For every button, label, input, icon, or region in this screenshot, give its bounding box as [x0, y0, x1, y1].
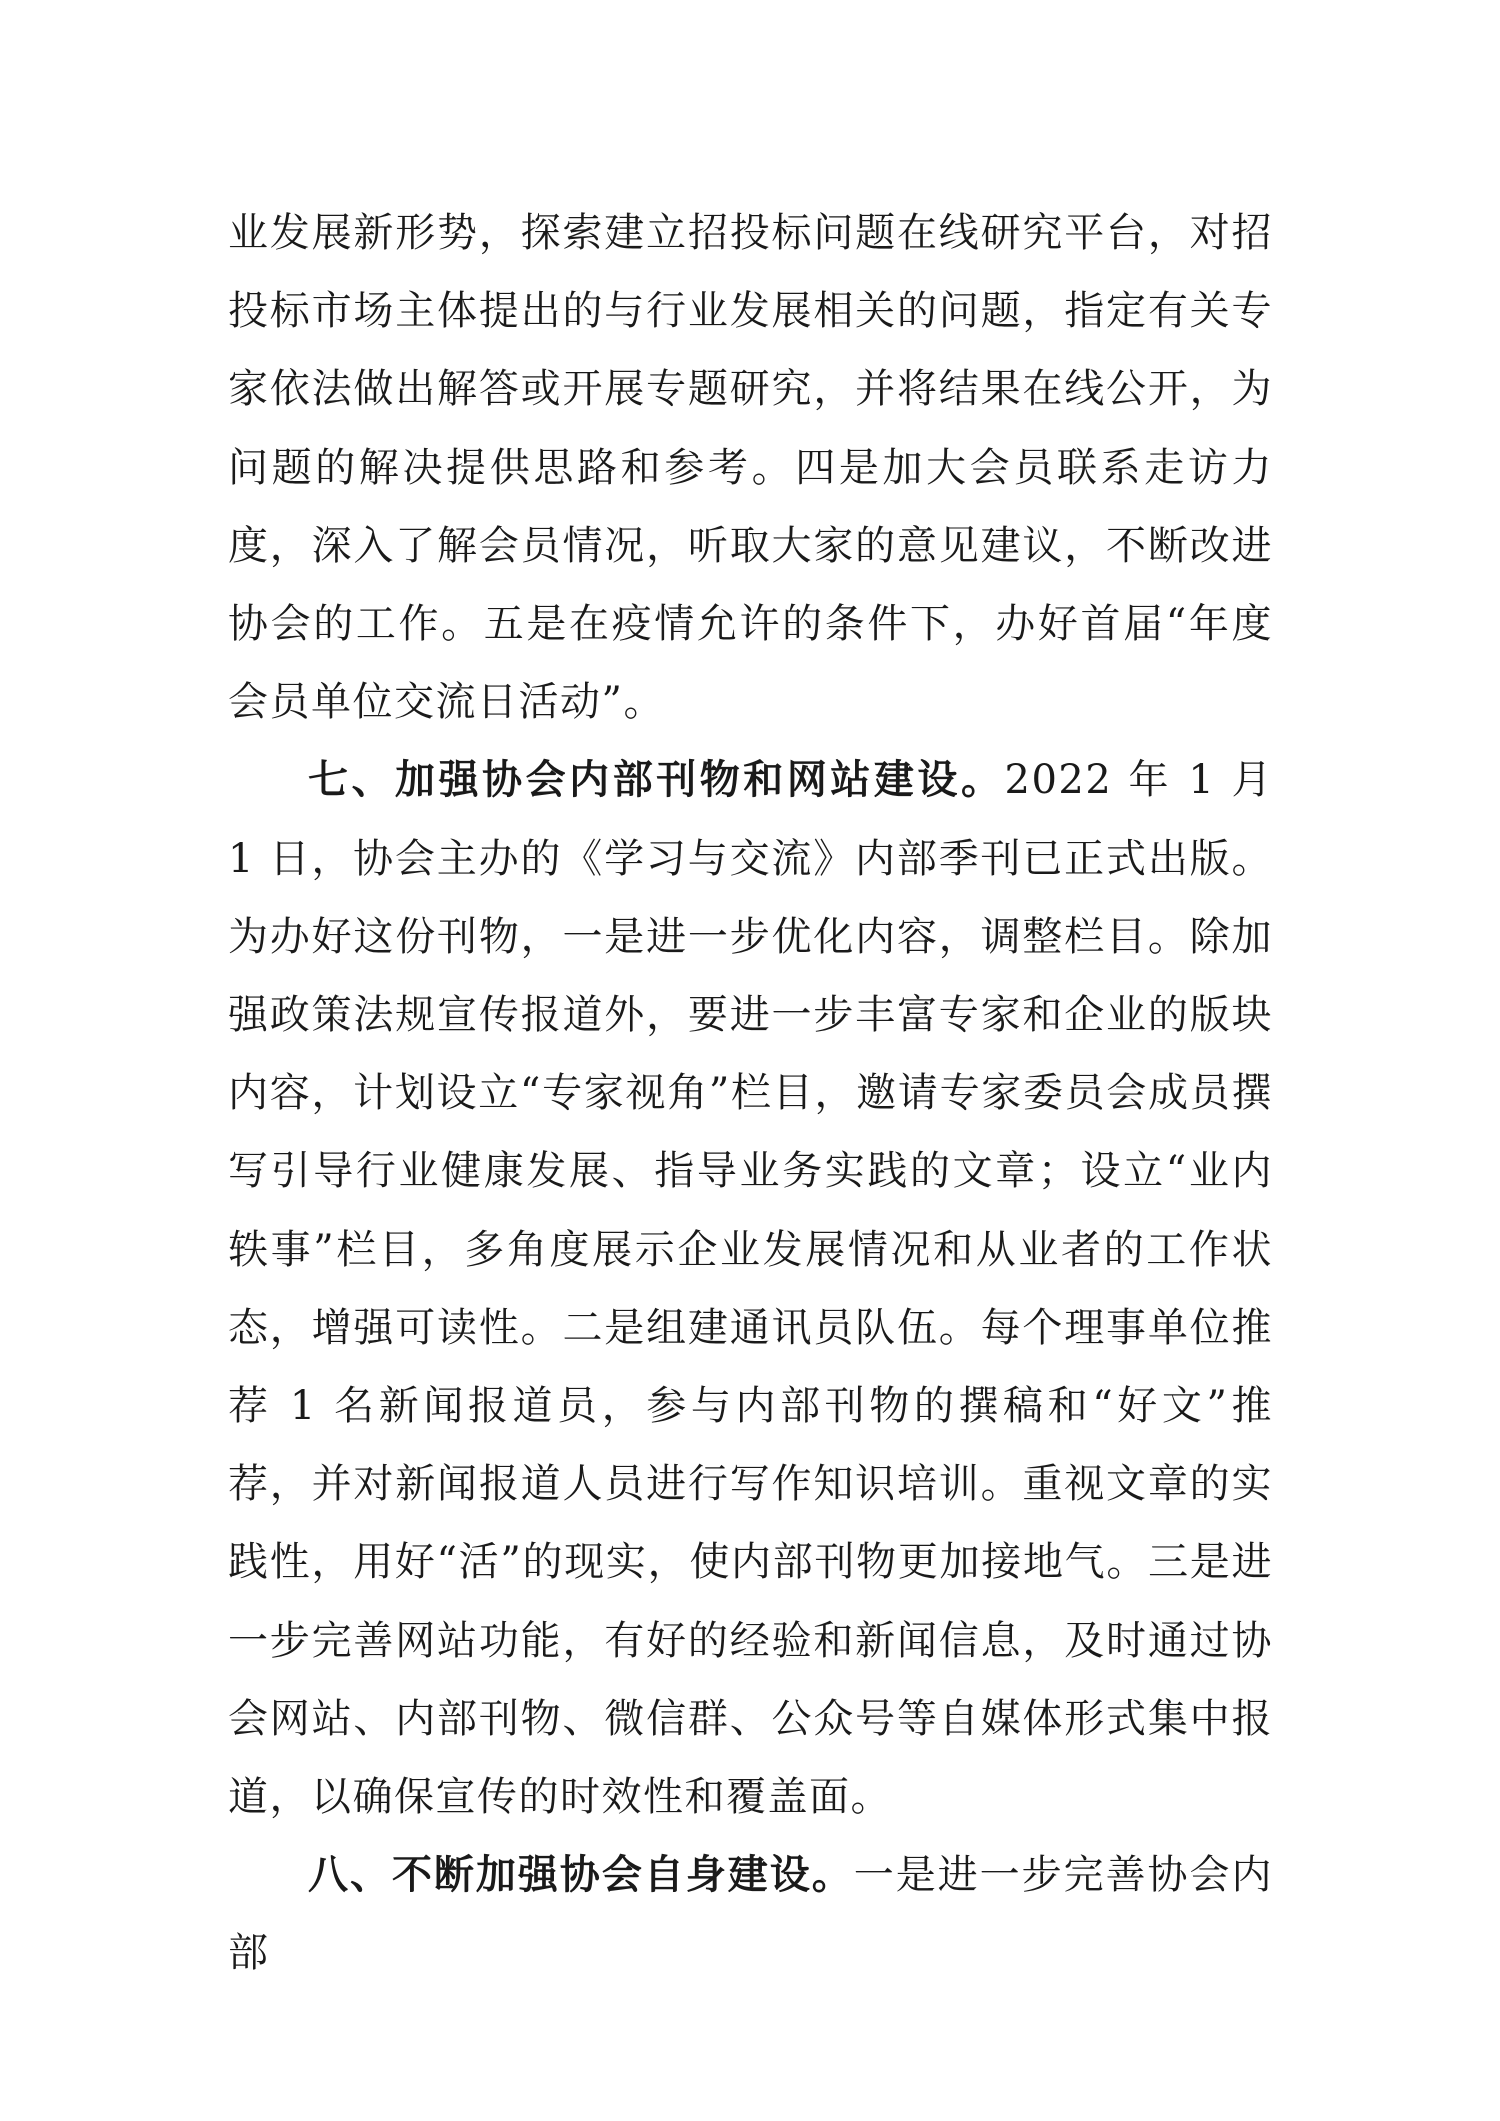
document-body	[228, 194, 1273, 1993]
paragraph-text: 一是进一步完善协会内部	[228, 1852, 1274, 1977]
section-heading: 八、不断加强协会自身建设。	[308, 1851, 854, 1899]
paragraph-text: 2022 年 1 月 1 日，协会主办的《学习与交流》内部季刊已正式出版。为办好这份刊物，一是进一步优化内容，调整栏目。除加强政策法规宣传报道外，要进一步丰富专家和企业的版块内容，计划设立“专家视角”栏目，邀请专家委员会成员撰写引导行业健康发展、指导业务实践的文章；设立“业内轶事”栏目，多角度展示企业发展情况和从业者的工作状态，增强可读性。二是组建通讯员队伍。每个理事单位推荐 1 名新闻报道员，参与内部刊物的撰稿和“好文”推荐，并对新闻报道人员进行写作知识培训。重视文章的实践性，用好“活”的现实，使内部刊物更加接地气。三是进一步完善网站功能，有好的经验和新闻信息，及时通过协会网站、内部刊物、微信群、公众号等自媒体形式集中报道，以确保宣传的时效性和覆盖面。	[228, 757, 1274, 1821]
paragraph-section-eight	[228, 1836, 1273, 1992]
paragraph-continued	[228, 194, 1273, 741]
paragraph-section-seven	[228, 741, 1273, 1836]
section-heading: 七、加强协会内部刊物和网站建设。	[308, 756, 1005, 804]
paragraph-text: 业发展新形势，探索建立招投标问题在线研究平台，对招投标市场主体提出的与行业发展相关的问题，指定有关专家依法做出解答或开展专题研究，并将结果在线公开，为问题的解决提供思路和参考。四是加大会员联系走访力度，深入了解会员情况，听取大家的意见建议，不断改进协会的工作。五是在疫情允许的条件下，办好首届“年度会员单位交流日活动”。	[228, 210, 1273, 726]
